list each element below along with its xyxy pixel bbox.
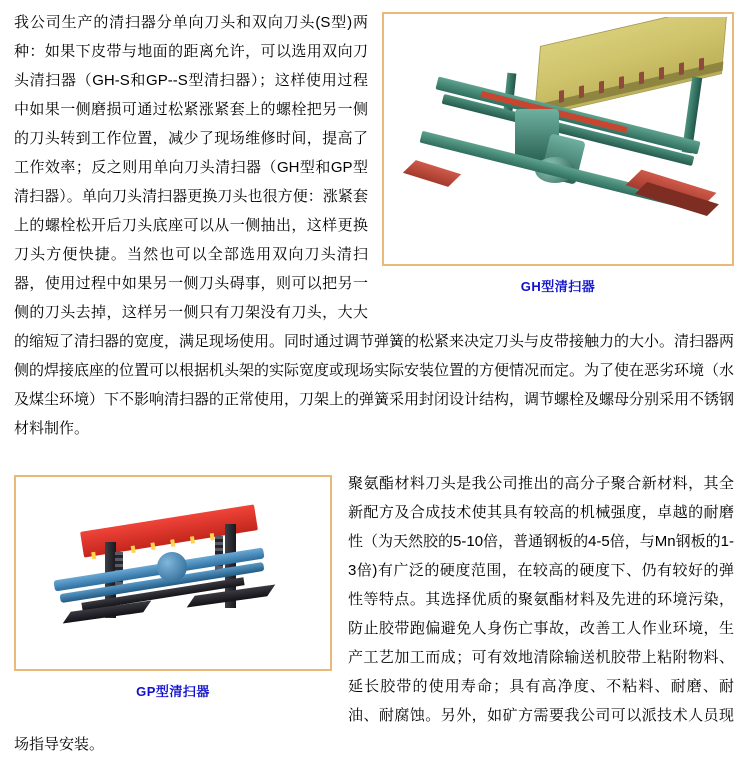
- stud-icon: [91, 552, 96, 560]
- section-gh-paragraph: 我公司生产的清扫器分单向刀头和双向刀头(S型)两种：如果下皮带与地面的距离允许，可以选用双向刀头清扫器（GH-S和GP--S型清扫器）；这样使用过程中如果一侧磨损可通过松紧涨紧套上的螺栓把另一侧的刀头转到工作位置，减少了现场维修时间，提高了工作效率；反之则用单向刀头清扫器（GH型和GP型清扫器）。单向刀头清扫器更换刀头也很方便：涨紧套上的螺栓松开后刀头底座可以从一侧抽出，这样更换刀头方便快捷。当然也可以全部选用双向刀头清扫器，使用过程中如果另一侧刀头碍事，则可以把另一侧的刀头去掉，这样另一侧只有刀架没有刀头，大大的缩短了清扫器的宽度，满足现场使用。同时通过调节弹簧的松紧来决定刀头与皮带接触力的大小。清扫器两侧的焊接底座的位置可以根据机头架的实际宽度或现场实际安装位置的方便情况而定。为了使在恶劣环境（水及煤尘环境）下不影响清扫器的正常使用，刀架上的弹簧采用封闭设计结构，调节螺栓及螺母分别采用不锈钢材料制作。: [14, 14, 735, 437]
- bolt-icon: [699, 58, 704, 71]
- stud-icon: [190, 536, 195, 544]
- stud-icon: [210, 533, 215, 541]
- section-gp-paragraph: 聚氨酯材料刀头是我公司推出的高分子聚合新材料，其全新配方及合成技术使其具有较高的机械强度，卓越的耐磨性（为天然胶的5-10倍，普通钢板的4-5倍，与Mn钢板的1-3倍)有广泛的硬度范围，在较高的硬度下、仍有较好的弹性等特点。其选择优质的聚氨酯材料及先进的环境污染，防止胶带跑偏避免人身伤亡事故，改善工人作业环境，生产工艺加工而成；可有效地清除输送机胶带上粘附物料、延长胶带的使用寿命；具有高净度、不粘料、耐磨、耐油、耐腐蚀。另外，如矿方需要我公司可以派技术人员现场指导安装。: [14, 475, 734, 753]
- figure-gh-caption: GH型清扫器: [520, 279, 596, 294]
- bolt-icon: [639, 71, 644, 84]
- stud-icon: [170, 539, 175, 547]
- figure-gp: [14, 475, 332, 700]
- figure-gh-frame: [382, 12, 734, 266]
- figure-gp-caption: GP型清扫器: [136, 684, 210, 699]
- figure-gh: [382, 12, 734, 295]
- figure-gh-image: [387, 17, 729, 261]
- gp-hub-shape: [157, 552, 187, 582]
- figure-gp-frame: [14, 475, 332, 671]
- stud-icon: [150, 542, 155, 550]
- bolt-icon: [679, 62, 684, 75]
- bolt-icon: [619, 76, 624, 89]
- figure-gp-image: [19, 480, 327, 666]
- bolt-icon: [659, 67, 664, 80]
- section-gp: [0, 469, 748, 759]
- stud-icon: [131, 546, 136, 554]
- bolt-icon: [579, 85, 584, 98]
- bolt-icon: [599, 81, 604, 94]
- bolt-icon: [559, 90, 564, 103]
- left-base-shape: [403, 160, 461, 187]
